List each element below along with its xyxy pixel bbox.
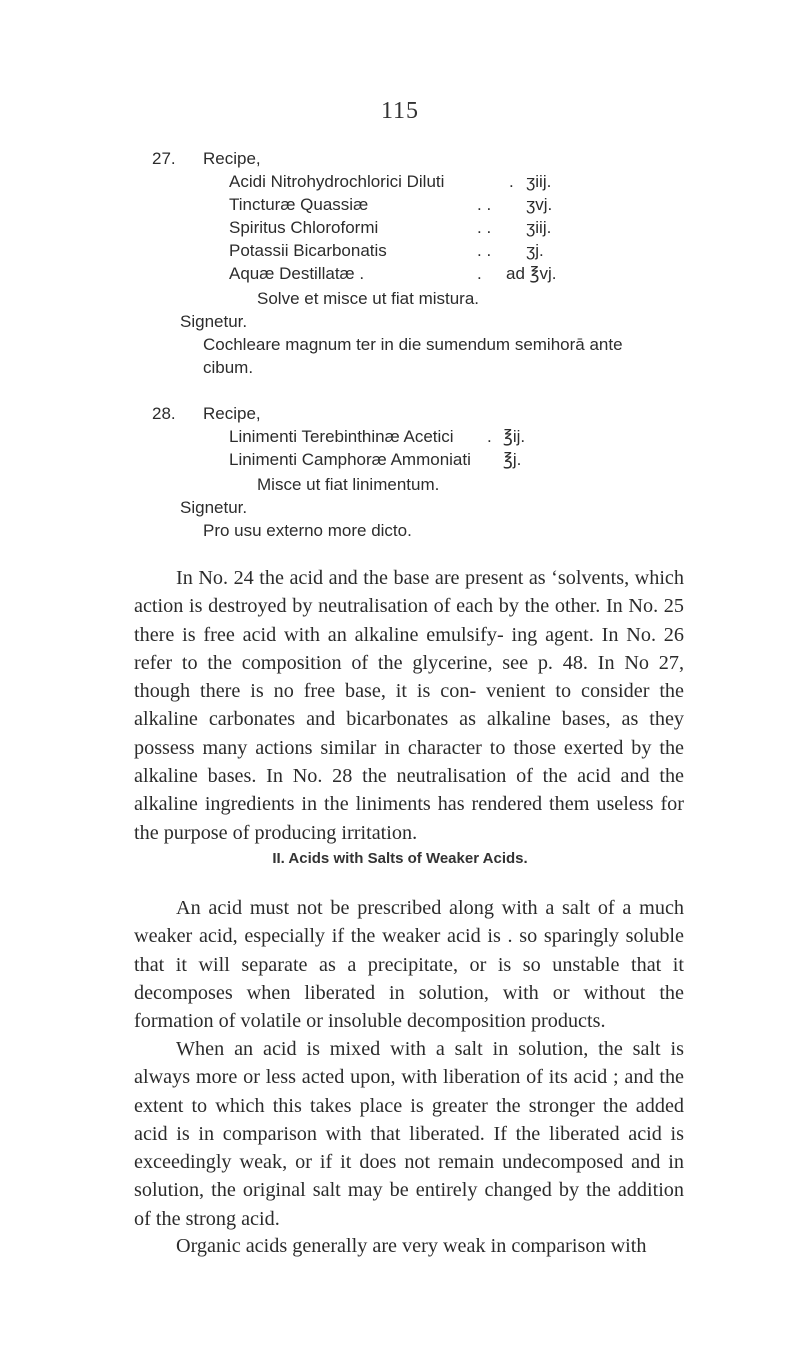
recipe-heading: Recipe, [203,404,261,423]
ingredient-quantity: ʒj. [526,241,544,260]
body-paragraph: When an acid is mixed with a salt in solution, the salt is always more or less acted upon, with liberation of its acid ; and the extent to which this takes place is greater the stronger the added acid is in comparison with that liberated. If the liberated acid is exceedingly weak, or if it does not remain undecomposed and in solution, the original salt may be entirely changed by the addition of the strong acid. [134,1038,684,1230]
leader-dots: . . [477,241,492,260]
recipe-instruction: Misce ut fiat linimentum. [257,475,440,494]
recipe-instruction: Solve et misce ut fiat mistura. [257,289,480,308]
signetur-label: Signetur. [180,312,248,331]
page-number: 115 [380,98,420,124]
body-paragraph: An acid must not be prescribed along with a salt of a much weaker acid, especially if the weaker acid is . so sparingly soluble that it will separate as a precipitate, or is so unstable that it decomposes when liberated in solution, with or without the formation of volatile or insoluble decomposition products. [134,897,684,1033]
leader-dots: . [477,264,482,283]
recipe-heading: Recipe, [203,149,261,168]
signetur-label: Signetur. [180,498,248,517]
ingredient-quantity: ʒvj. [526,195,553,214]
directions-text-cont: cibum. [203,358,254,377]
recipe-number: 28. [152,404,176,423]
body-paragraph: In No. 24 the acid and the base are present as ‘solvents, which action is destroyed by neutralisation of each by the other. In No. 25 there is free acid with an alkaline emulsify- ing agent. In No. 26 refer to the composition of the glycerine, see p. 48. In No 27, though there is no free base, it is con- venient to consider the alkaline carbonates and bicarbonates as alkaline bases, as they possess many actions similar in character to those exerted by the alkaline bases. In No. 28 the neutralisation of the acid and the alkaline ingredients in the liniments has rendered them useless for the purpose of producing irritation. [134,567,684,844]
leader-dots: . . [477,218,492,237]
ingredient-name: Tincturæ Quassiæ [229,195,369,214]
leader-dots: . [509,172,514,191]
leader-dots: . . [477,195,492,214]
recipe-number: 27. [152,149,176,168]
directions-text: Pro usu externo more dicto. [203,521,412,540]
leader-dots: . [487,427,492,446]
ingredient-name: Linimenti Camphoræ Ammoniati [229,450,471,469]
section-heading: II. Acids with Salts of Weaker Acids. [272,850,528,867]
ingredient-quantity: ʒiij. [526,218,552,237]
ingredient-quantity: ℥j. [503,450,522,469]
ingredient-name: Linimenti Terebinthinæ Acetici [229,427,454,446]
directions-text: Cochleare magnum ter in die sumendum semihorā ante [203,335,623,354]
ingredient-name: Spiritus Chloroformi [229,218,379,237]
ingredient-quantity: ℥ij. [503,427,526,446]
body-paragraph: Organic acids generally are very weak in comparison with [176,1235,647,1257]
recipe-28 [0,0,800,600]
ingredient-name: Potassii Bicarbonatis [229,241,387,260]
ingredient-name: Acidi Nitrohydrochlorici Diluti [229,172,445,191]
ingredient-name: Aquæ Destillatæ . [229,264,365,283]
ingredient-quantity: ʒiij. [526,172,552,191]
ingredient-quantity: ad ℥vj. [506,264,557,283]
